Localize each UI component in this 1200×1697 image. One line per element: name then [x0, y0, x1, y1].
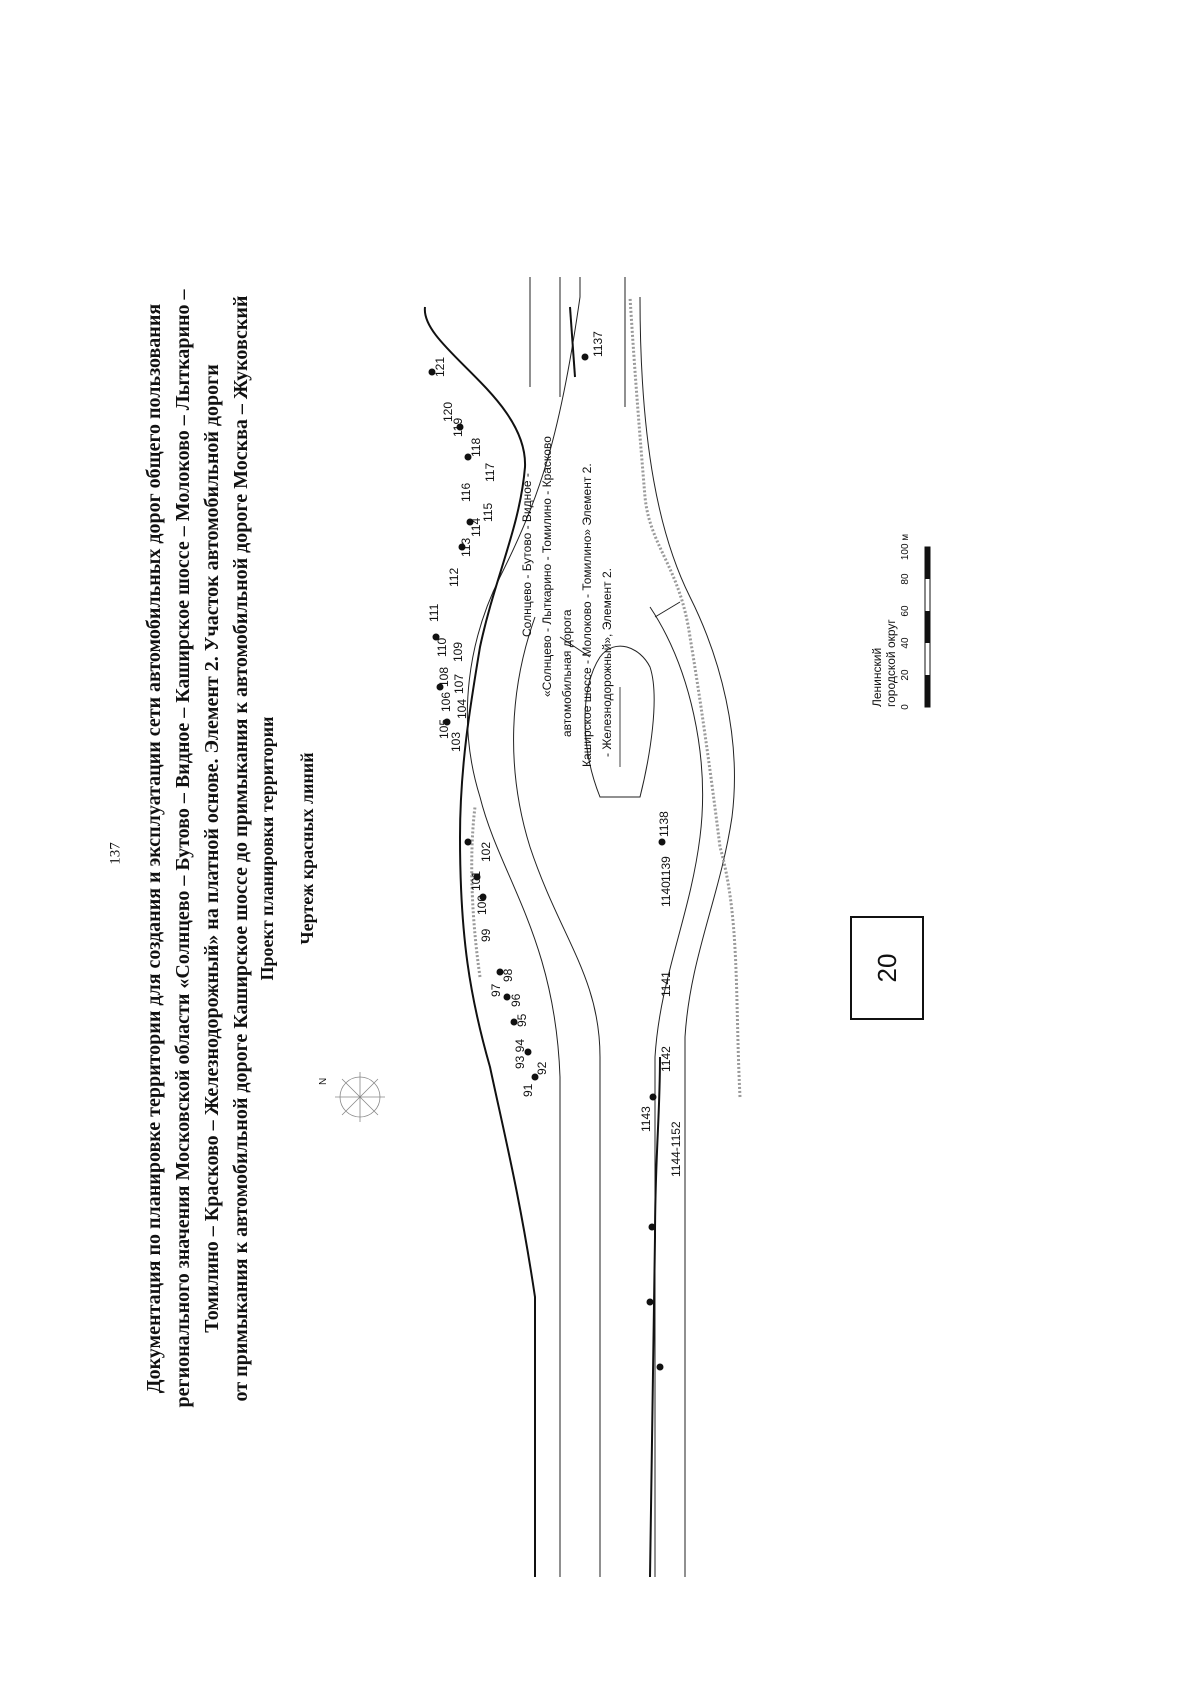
- pt-label-93-94: 93 94: [513, 1038, 527, 1069]
- compass-north-label: N: [318, 1077, 329, 1085]
- pt-label-91: 91: [521, 1083, 535, 1097]
- pt-label-104: 104: [455, 698, 469, 719]
- pt-label-1139: 1139: [659, 856, 673, 882]
- pt-label-1144-1152: 1144-1152: [669, 1121, 683, 1177]
- title-line-4: от примыкания к автомобильной дороге Каширское шоссе до примыкания к автомобильной дороге Москва – Жуковский: [230, 295, 252, 1402]
- scale-tick-80: 80: [900, 573, 911, 585]
- pt-label-118: 118: [469, 437, 483, 457]
- pt-label-106: 106: [439, 691, 453, 712]
- district-label: Ленинский городской округ: [870, 619, 898, 707]
- pt-label-1140: 1140: [659, 881, 673, 907]
- scale-bar: [900, 534, 930, 710]
- pt-label-1141: 1141: [659, 971, 673, 997]
- pt-label-110: 110: [435, 637, 449, 657]
- pt-label-114: 114: [469, 517, 483, 537]
- subtitle: Проект планировки территории: [257, 716, 277, 981]
- sheet-number: 20: [871, 953, 902, 983]
- pt-label-1143: 1143: [639, 1106, 653, 1132]
- pt-label-105: 105: [437, 718, 451, 739]
- scale-tick-40: 40: [900, 637, 911, 649]
- pt-label-1138: 1138: [657, 811, 671, 837]
- pt-label-103: 103: [449, 731, 463, 752]
- drawing-title: Чертеж красных линий: [297, 752, 317, 945]
- pt-label-112: 112: [447, 567, 461, 587]
- scale-tick-60: 60: [900, 605, 911, 617]
- pt-label-107: 107: [452, 673, 466, 694]
- title-line-3: Томилино – Красково – Железнодорожный» на платной основе. Элемент 2. Участок автомобильной дороги: [201, 364, 223, 1333]
- pt-label-119: 119: [451, 417, 465, 437]
- title-line-1: Документация по планировке территории для создания и эксплуатации сети автомобильных дорог общего пользования: [143, 303, 165, 1394]
- pt-label-101: 101: [469, 870, 483, 891]
- road-label-4: Каширское шоссе - Молоково - Томилино» Элемент 2.: [580, 463, 594, 767]
- pt-label-92: 92: [535, 1061, 549, 1075]
- pt-label-102: 102: [479, 841, 493, 862]
- road-label-5: - Железнодорожный», Элемент 2.: [600, 568, 614, 757]
- pt-label-1142: 1142: [659, 1046, 673, 1072]
- pt-label-98: 98: [501, 968, 515, 982]
- page-number: 137: [107, 842, 124, 865]
- pt-label-120: 120: [441, 401, 455, 422]
- compass-icon: [318, 1072, 385, 1122]
- pt-label-100: 100: [475, 894, 489, 915]
- pt-label-117: 117: [483, 462, 497, 482]
- pt-label-1137: 1137: [591, 331, 605, 357]
- pt-label-95: 95: [515, 1013, 529, 1027]
- pt-label-109: 109: [451, 641, 465, 662]
- pt-label-96: 96: [509, 993, 523, 1007]
- pt-label-113: 113: [459, 537, 473, 557]
- scale-tick-100: 100 м: [900, 533, 911, 561]
- pt-label-116: 116: [459, 482, 473, 502]
- pt-label-97: 97: [489, 983, 503, 997]
- road-label-1: Солнцево - Бутово - Видное -: [520, 473, 534, 637]
- pt-label-111: 111: [427, 603, 441, 622]
- pt-label-121: 121: [433, 356, 447, 377]
- scale-tick-20: 20: [900, 669, 911, 681]
- title-line-2: регионального значения Московской области «Солнцево – Бутово – Видное – Каширское шоссе – Молоково – Лыткарино –: [172, 289, 194, 1408]
- sheet-number-box: [850, 916, 924, 1020]
- pt-label-108: 108: [437, 666, 451, 687]
- scale-tick-0: 0: [900, 704, 911, 710]
- pt-label-99: 99: [479, 928, 493, 942]
- pt-label-115: 115: [481, 502, 495, 522]
- road-label-3: автомобильная дорога: [560, 609, 574, 737]
- road-label-2: «Солнцево - Лыткарино - Томилино - Красково: [540, 436, 554, 697]
